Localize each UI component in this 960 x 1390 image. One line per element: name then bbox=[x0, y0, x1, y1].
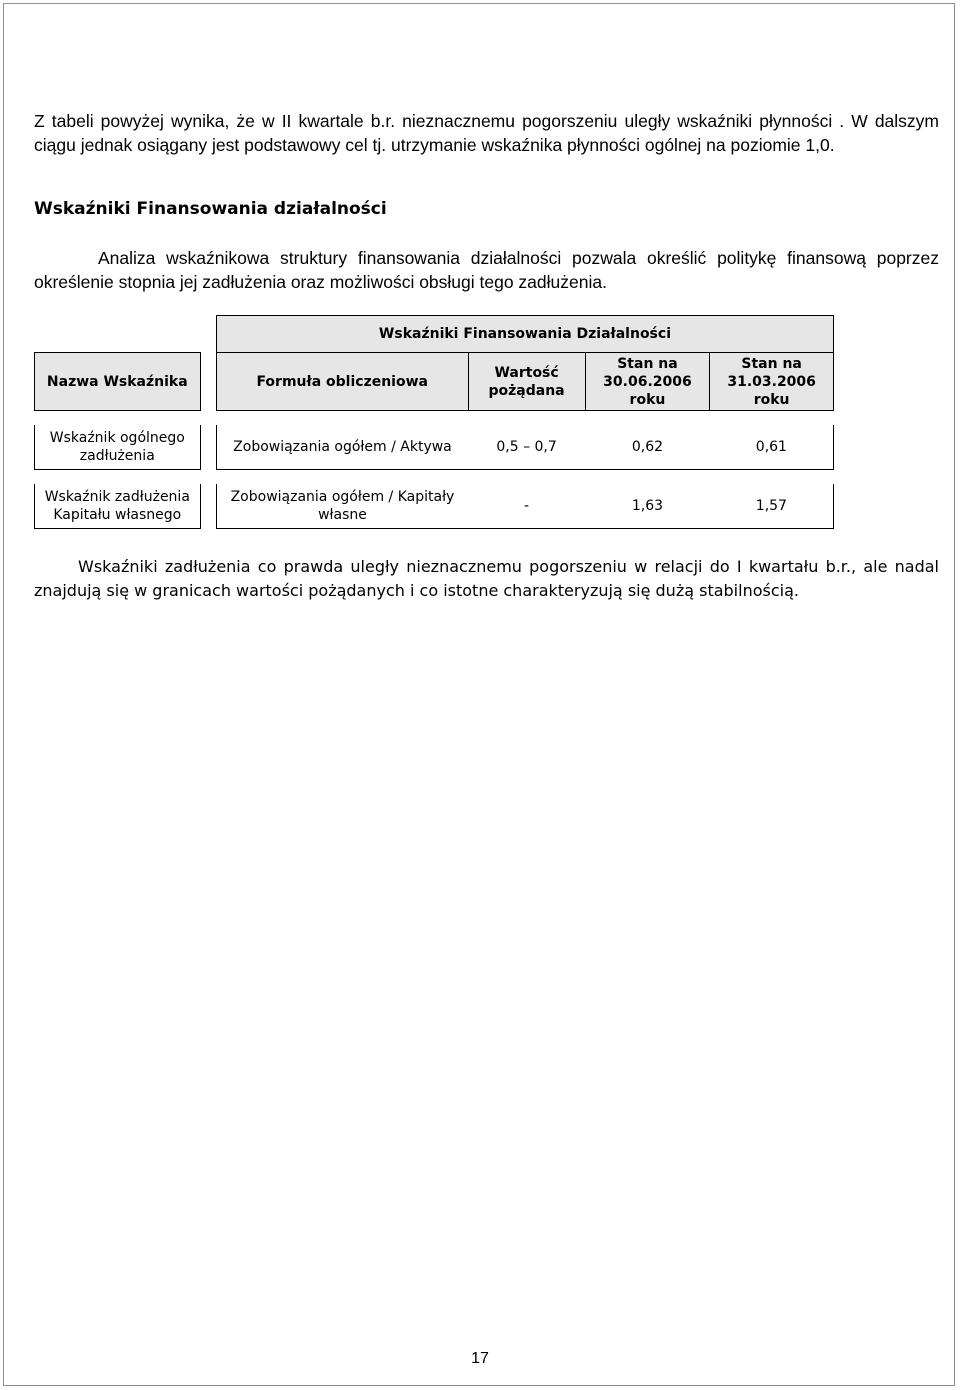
row-stan-31-03: 1,57 bbox=[710, 484, 834, 529]
table-caption: Wskaźniki Finansowania Działalności bbox=[216, 316, 833, 353]
financing-ratios-table bbox=[34, 315, 834, 529]
row-stan-30-06: 0,62 bbox=[585, 425, 710, 470]
paragraph-conclusion: Wskaźniki zadłużenia co prawda uległy nieznacznemu pogorszeniu w relacji do I kwartału b.r., ale nadal znajdują się w granicach wartości pożądanych i co istotne charakteryzują się dużą stabilnością. bbox=[34, 557, 939, 600]
row-target-value: 0,5 – 0,7 bbox=[468, 425, 585, 470]
header-stan-30-06: Stan na 30.06.2006 roku bbox=[585, 353, 710, 411]
paragraph-analysis: Analiza wskaźnikowa struktury finansowania działalności pozwala określić politykę finansową poprzez określenie stopnia jej zadłużenia oraz możliwości obsługi tego zadłużenia. bbox=[34, 248, 939, 292]
row-stan-31-03: 0,61 bbox=[710, 425, 834, 470]
header-formula: Formuła obliczeniowa bbox=[216, 353, 468, 411]
header-name: Nazwa Wskaźnika bbox=[35, 353, 201, 411]
row-name: Wskaźnik ogólnego zadłużenia bbox=[35, 425, 201, 470]
header-target-value: Wartość pożądana bbox=[468, 353, 585, 411]
header-stan-31-03: Stan na 31.03.2006 roku bbox=[710, 353, 834, 411]
row-name: Wskaźnik zadłużenia Kapitału własnego bbox=[35, 484, 201, 529]
section-heading: Wskaźniki Finansowania działalności bbox=[34, 199, 387, 219]
paragraph-liquidity: Z tabeli powyżej wynika, że w II kwartale b.r. nieznacznemu pogorszeniu uległy wskaźniki płynności . W dalszym ciągu jednak osiągany jest podstawowy cel tj. utrzymanie wskaźnika płynności ogólnej na poziomie 1,0. bbox=[34, 111, 939, 155]
row-formula: Zobowiązania ogółem / Kapitały własne bbox=[216, 484, 468, 529]
row-formula: Zobowiązania ogółem / Aktywa bbox=[216, 425, 468, 470]
row-target-value: - bbox=[468, 484, 585, 529]
page-number: 17 bbox=[471, 1350, 489, 1367]
row-stan-30-06: 1,63 bbox=[585, 484, 710, 529]
table-row bbox=[35, 425, 834, 470]
table-row bbox=[35, 484, 834, 529]
